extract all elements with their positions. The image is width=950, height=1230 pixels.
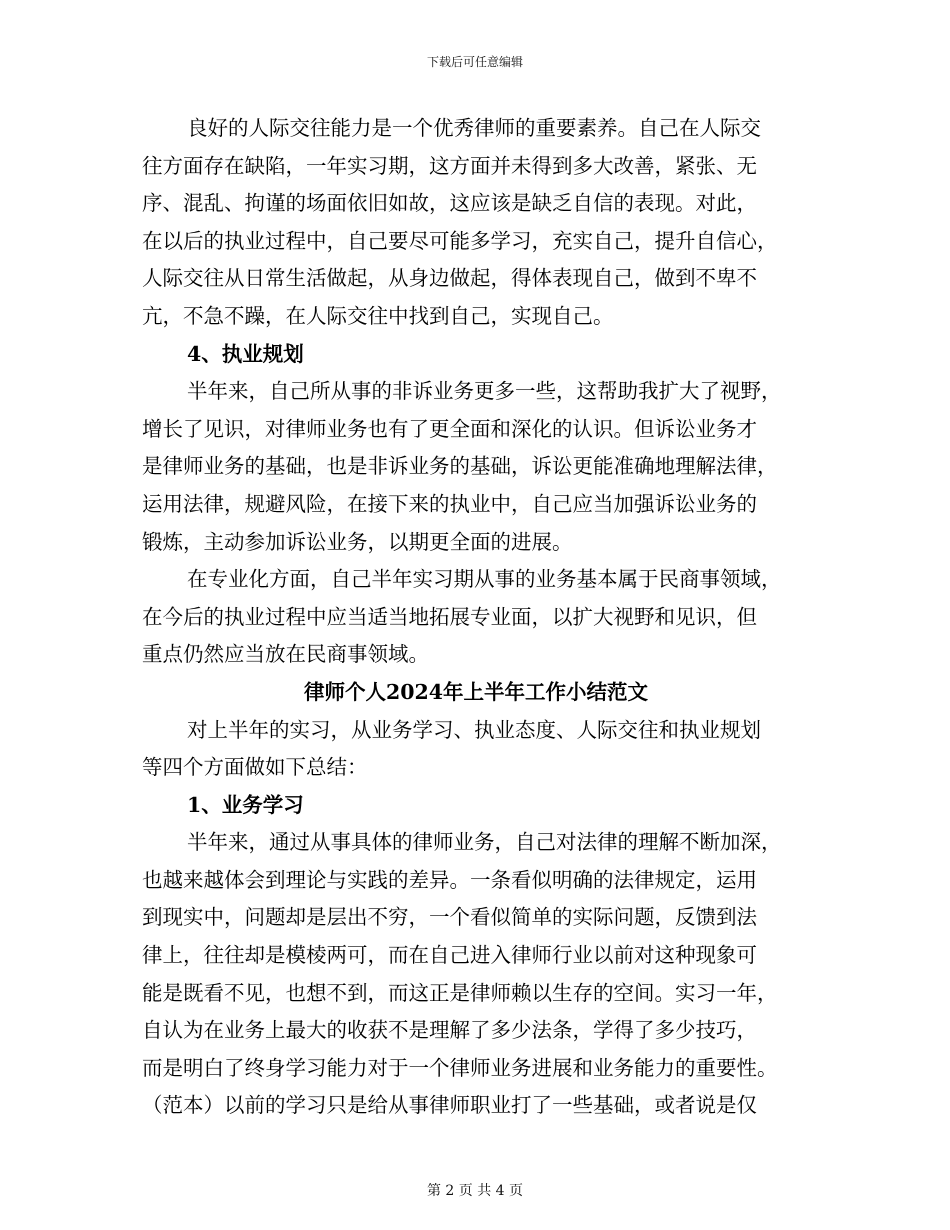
text-line: 自认为在业务上最大的收获不是理解了多少法条，学得了多少技巧， (142, 1018, 757, 1043)
section-heading: 1、业务学习 (187, 792, 304, 817)
document-title: 律师个人2024年上半年工作小结范文 (303, 679, 649, 704)
text-line: 而是明白了终身学习能力对于一个律师业务进展和业务能力的重要性。 (142, 1055, 778, 1080)
page-header: 下载后可任意编辑 (426, 55, 523, 69)
page-footer: 第 2 页 共 4 页 (426, 1183, 524, 1199)
text-line: 在以后的执业过程中，自己要尽可能多学习，充实自己，提升自信心， (142, 228, 778, 253)
text-line: （范本）以前的学习只是给从事律师职业打了一些基础，或者说是仅 (142, 1093, 757, 1118)
text-line: 在专业化方面，自己半年实习期从事的业务基本属于民商事领域， (187, 567, 782, 592)
text-line: 亢，不急不躁，在人际交往中找到自己，实现自己。 (142, 303, 614, 328)
text-line: 能是既看不见，也想不到，而这正是律师赖以生存的空间。实习一年， (142, 980, 778, 1005)
text-line: 半年来，通过从事具体的律师业务，自己对法律的理解不断加深， (187, 830, 782, 855)
text-line: 重点仍然应当放在民商事领域。 (142, 642, 429, 667)
text-line: 也越来越体会到理论与实践的差异。一条看似明确的法律规定，运用 (142, 867, 757, 892)
section-heading: 4、执业规划 (187, 341, 304, 366)
text-line: 半年来，自己所从事的非诉业务更多一些，这帮助我扩大了视野， (187, 379, 782, 404)
text-line: 在今后的执业过程中应当适当地拓展专业面，以扩大视野和见识，但 (142, 604, 757, 629)
text-line: 良好的人际交往能力是一个优秀律师的重要素养。自己在人际交 (187, 116, 761, 140)
text-line: 往方面存在缺陷，一年实习期，这方面并未得到多大改善，紧张、无 (142, 153, 757, 178)
text-line: 到现实中，问题却是层出不穷，一个看似简单的实际问题，反馈到法 (142, 905, 757, 930)
text-line: 等四个方面做如下总结： (142, 755, 368, 780)
text-line: 人际交往从日常生活做起，从身边做起，得体表现自己，做到不卑不 (142, 266, 757, 291)
text-line: 序、混乱、拘谨的场面依旧如故，这应该是缺乏自信的表现。对此， (142, 191, 757, 216)
text-line: 律上，往往却是模棱两可，而在自己进入律师行业以前对这种现象可 (142, 943, 757, 968)
text-line: 对上半年的实习，从业务学习、执业态度、人际交往和执业规划 (187, 717, 761, 742)
text-line: 锻炼，主动参加诉讼业务，以期更全面的进展。 (142, 529, 573, 554)
text-line: 运用法律，规避风险，在接下来的执业中，自己应当加强诉讼业务的 (142, 491, 757, 516)
document-body (142, 110, 810, 1125)
text-line: 是律师业务的基础，也是非诉业务的基础，诉讼更能准确地理解法律， (142, 454, 778, 479)
text-line: 增长了见识，对律师业务也有了更全面和深化的认识。但诉讼业务才 (142, 416, 757, 441)
